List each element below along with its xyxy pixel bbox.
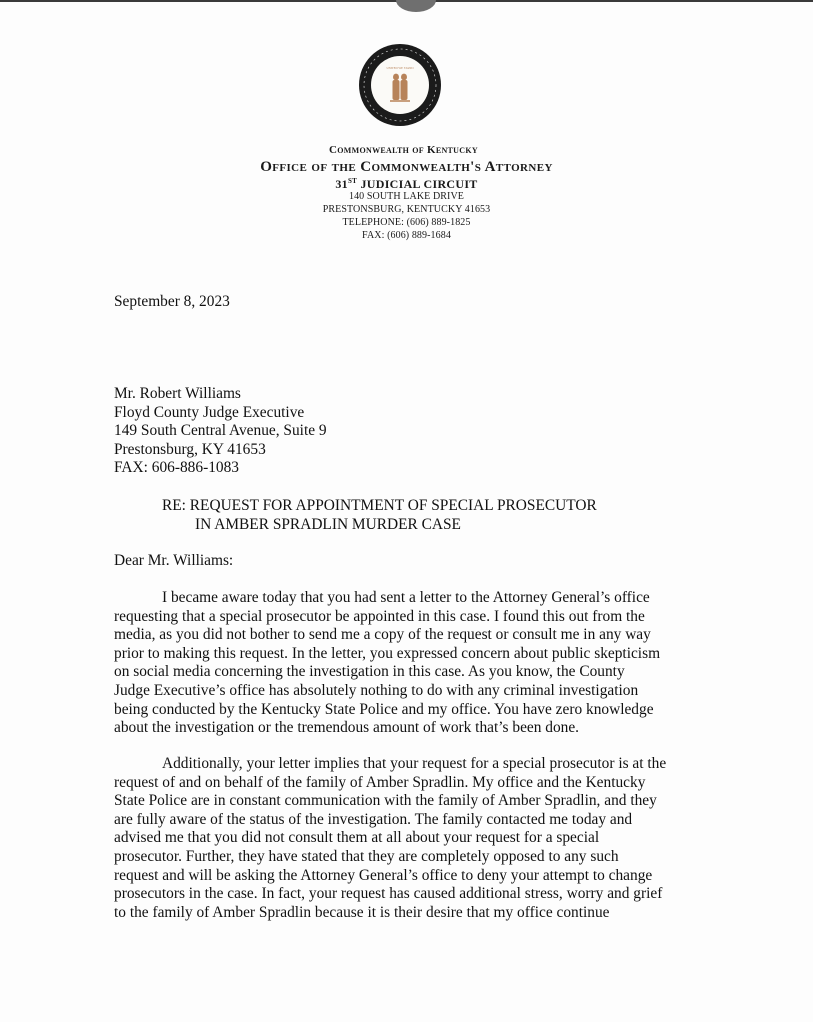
paragraph-line: prosecutor. Further, they have stated that they are completely opposed to any such xyxy=(114,847,619,865)
subject-line-1: RE: REQUEST FOR APPOINTMENT OF SPECIAL PROSECUTOR xyxy=(162,497,597,514)
paragraph-line: media, as you did not bother to send me a copy of the request or consult me in any way xyxy=(114,626,651,644)
paragraph-line: request and will be asking the Attorney General’s office to deny your attempt to change xyxy=(114,866,653,884)
paragraph-line: Judge Executive’s office has absolutely nothing to do with any criminal investigation xyxy=(114,681,639,699)
circuit-label: JUDICIAL CIRCUIT xyxy=(357,177,478,191)
paragraph-line: prior to making this request. In the letter, you expressed concern about public skepticism xyxy=(114,644,661,662)
subject-line-2: IN AMBER SPRADLIN MURDER CASE xyxy=(195,515,461,533)
body-paragraph-1 xyxy=(114,589,694,738)
recipient-street: 149 South Central Avenue, Suite 9 xyxy=(114,422,327,440)
recipient-fax: FAX: 606-886-1083 xyxy=(114,459,239,477)
recipient-name: Mr. Robert Williams xyxy=(114,385,241,402)
paragraph-line: being conducted by the Kentucky State Police and my office. You have zero knowledge xyxy=(114,700,654,718)
paragraph-line xyxy=(114,755,694,774)
letterhead-fax: FAX: (606) 889-1684 xyxy=(362,230,451,241)
letterhead-office-title: Office of the Commonwealth's Attorney xyxy=(260,159,553,175)
paragraph-line: are fully aware of the status of the investigation. The family contacted me today and xyxy=(114,810,633,828)
body-paragraph-2 xyxy=(114,755,694,922)
circuit-ordinal: ST xyxy=(347,177,358,185)
paragraph-line-text: Additionally, your letter implies that your request for a special prosecutor is at the xyxy=(162,755,667,772)
recipient-title: Floyd County Judge Executive xyxy=(114,403,305,421)
letterhead-telephone: TELEPHONE: (606) 889-1825 xyxy=(342,217,471,228)
paragraph-line: prosecutors in the case. In fact, your request has caused additional stress, worry and grief xyxy=(114,885,663,903)
letterhead-commonwealth: Commonwealth of Kentucky xyxy=(329,144,478,156)
recipient-address-block xyxy=(114,385,327,478)
paragraph-line: to the family of Amber Spradlin because it is their desire that my office continue xyxy=(114,903,610,921)
paragraph-line: request of and on behalf of the family of Amber Spradlin. My office and the Kentucky xyxy=(114,773,646,791)
paragraph-line-text: I became aware today that you had sent a letter to the Attorney General’s office xyxy=(162,589,650,606)
letterhead-street: 140 SOUTH LAKE DRIVE xyxy=(348,191,465,202)
letterhead-judicial-circuit xyxy=(0,177,813,192)
svg-text:UNITED WE STAND: UNITED WE STAND xyxy=(386,66,414,70)
paragraph-line: on social media concerning the investigation in this case. As you know, the County xyxy=(114,663,625,681)
pull-tab-handle-icon[interactable] xyxy=(396,0,436,12)
paragraph-line: requesting that a special prosecutor be appointed in this case. I found this out from the xyxy=(114,607,645,625)
paragraph-line: advised me that you did not consult them at all about your request for a special xyxy=(114,829,600,847)
circuit-number: 31 xyxy=(335,177,348,191)
subject-line xyxy=(162,497,597,534)
paragraph-line: about the investigation or the tremendous amount of work that’s been done. xyxy=(114,719,580,737)
kentucky-seal-icon xyxy=(357,42,443,128)
salutation: Dear Mr. Williams: xyxy=(114,552,234,569)
paragraph-line xyxy=(114,589,694,608)
letterhead-city: PRESTONSBURG, KENTUCKY 41653 xyxy=(322,204,491,215)
recipient-city: Prestonsburg, KY 41653 xyxy=(114,440,266,458)
letter-date: September 8, 2023 xyxy=(114,293,230,310)
paragraph-line: State Police are in constant communication with the family of Amber Spradlin, and they xyxy=(114,792,657,810)
